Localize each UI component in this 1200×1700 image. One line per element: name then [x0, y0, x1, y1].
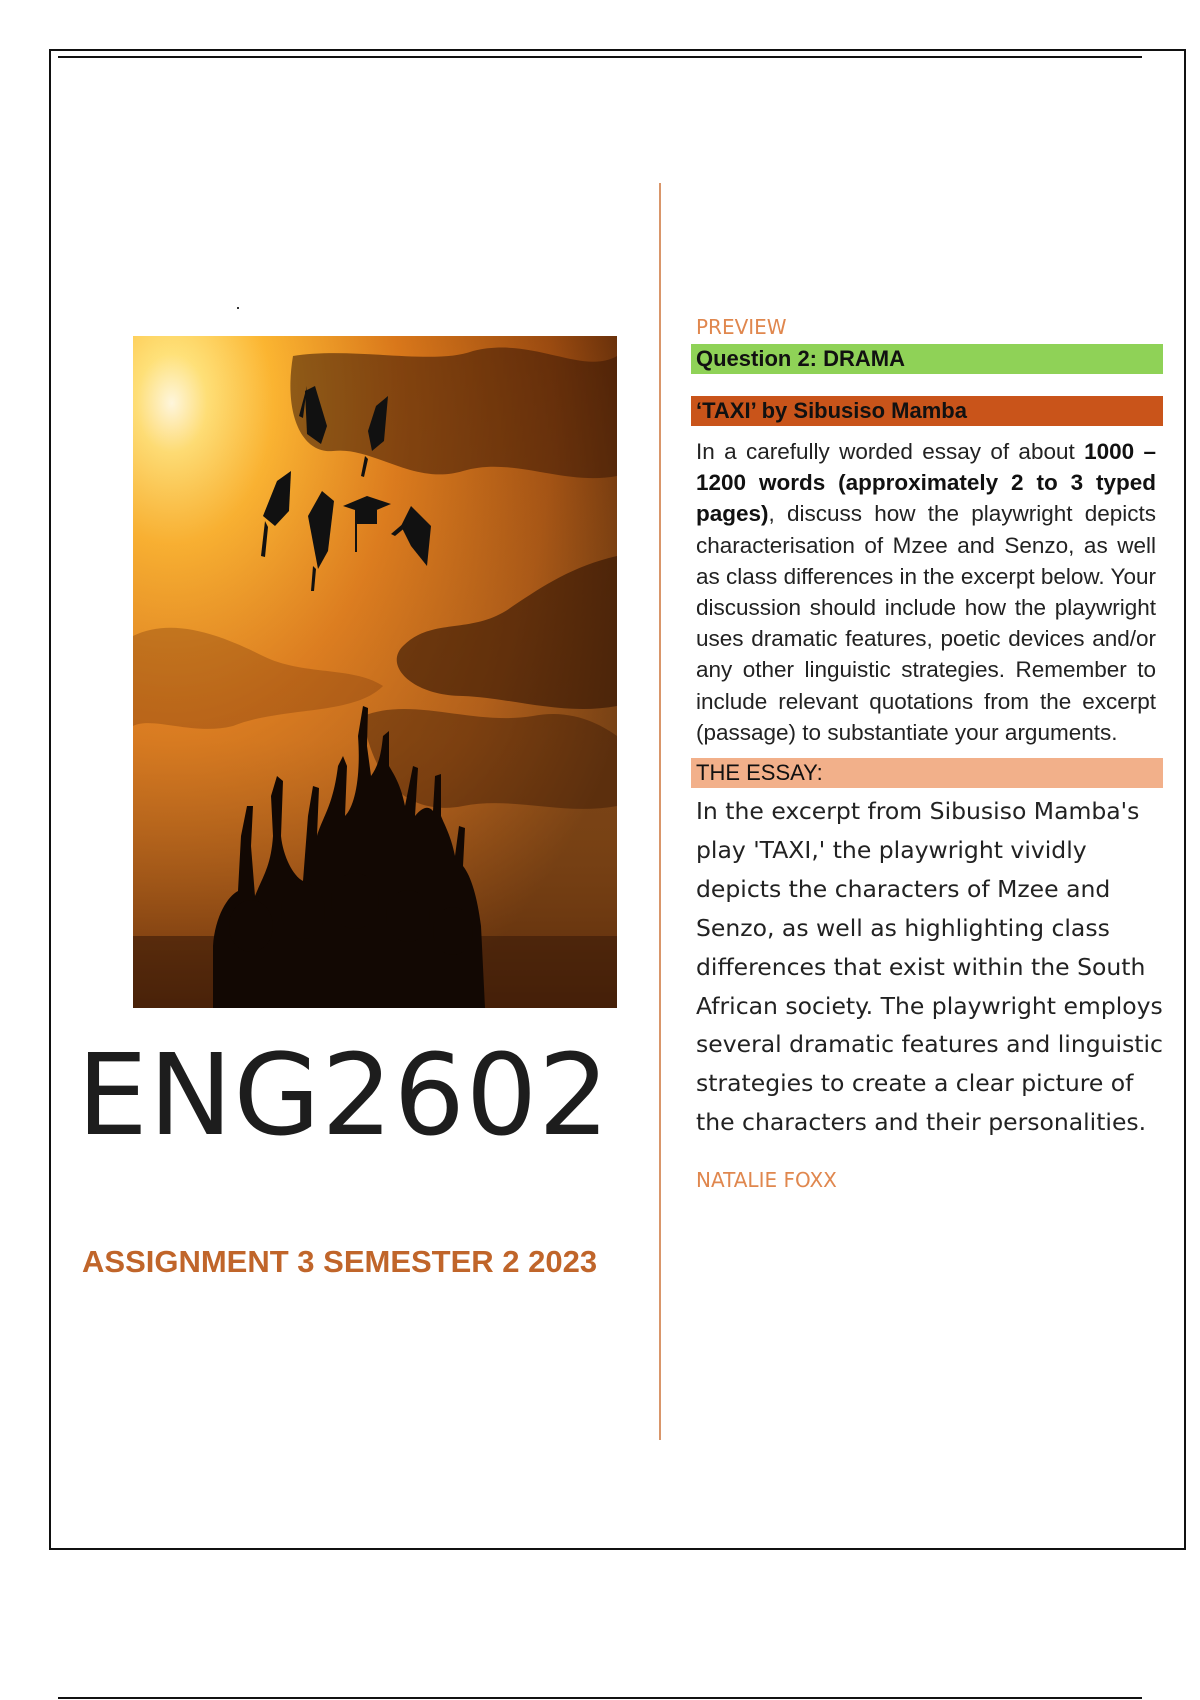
column-divider — [659, 183, 661, 1440]
assignment-title: ASSIGNMENT 3 SEMESTER 2 2023 — [82, 1244, 598, 1279]
author-name: NATALIE FOXX — [696, 1168, 837, 1193]
prompt-word-count: 1000 – 1200 words (approximately 2 to 3 typed pages) — [696, 439, 1156, 527]
play-heading: ‘TAXI’ by Sibusiso Mamba — [691, 396, 1163, 426]
essay-heading: THE ESSAY: — [691, 758, 1163, 788]
graduation-photo — [133, 336, 617, 1008]
prompt-text-start: In a carefully worded essay of about — [696, 439, 1085, 464]
essay-body: In the excerpt from Sibusiso Mamba's play 'TAXI,' the playwright vividly depicts the characters of Mzee and Senzo, as well as highlighting class differences that exist within the South African society. The playwright employs several dramatic features and linguistic strategies to create a clear picture of the characters and their personalities. — [696, 797, 1163, 1137]
bottom-rule — [58, 1697, 1142, 1699]
top-rule — [58, 56, 1142, 58]
preview-label: PREVIEW — [696, 315, 787, 339]
assignment-prompt — [696, 436, 1156, 748]
preview-column — [691, 310, 1163, 1192]
question-heading: Question 2: DRAMA — [691, 344, 1163, 374]
graduation-caps-silhouette-icon — [133, 336, 617, 1008]
course-code: ENG2602 — [77, 1031, 611, 1161]
stray-dot — [237, 307, 239, 309]
prompt-text-rest: , discuss how the playwright depicts characterisation of Mzee and Senzo, as well as class differences in the excerpt below. Your discussion should include how the playwright uses dramatic features, poetic devices and/or any other linguistic strategies. Remember to include relevant quotations from the excerpt (passage) to substantiate your arguments. — [696, 501, 1156, 745]
